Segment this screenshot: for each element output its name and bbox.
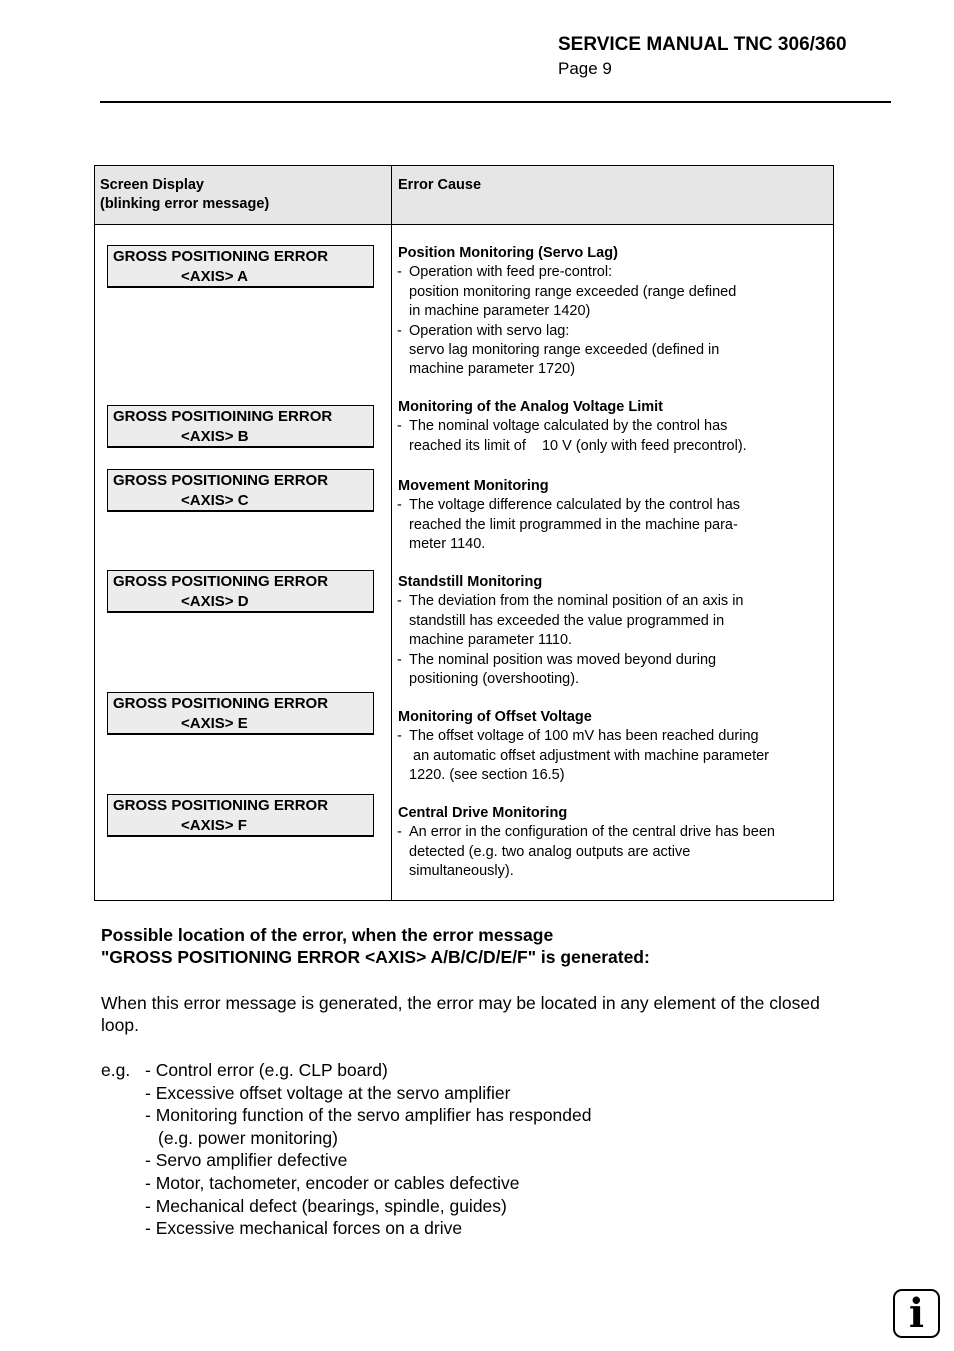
error-box-axis-d: GROSS POSITIONING ERROR <AXIS> D: [107, 570, 374, 613]
example-item: - Excessive offset voltage at the servo amplifier: [145, 1082, 511, 1103]
cause-line: detected (e.g. two analog outputs are active: [409, 843, 691, 860]
example-item: - Excessive mechanical forces on a drive: [145, 1218, 463, 1239]
cause-line: - Operation with feed pre-control:: [397, 264, 613, 281]
header-error-cause: Error Cause: [398, 177, 482, 193]
cause-line: simultaneously).: [409, 863, 514, 880]
cause-line: servo lag monitoring range exceeded (defined in: [409, 342, 720, 359]
column-divider: [391, 166, 392, 900]
cause-line: positioning (overshooting).: [409, 671, 580, 688]
example-item: - Monitoring function of the servo amplifier has responded: [145, 1105, 592, 1126]
cause-line: - The nominal voltage calculated by the control has: [397, 418, 728, 435]
cause-line: reached its limit of 10 V (only with feed precontrol).: [409, 437, 747, 454]
page-number: Page 9: [558, 59, 612, 78]
cause-movement-monitoring: Movement Monitoring - The voltage difference calculated by the control has reached the limit programmed in the machine para- meter 1140.: [398, 477, 828, 555]
info-icon: i: [893, 1289, 940, 1338]
cause-analog-voltage-limit: Monitoring of the Analog Voltage Limit - The nominal voltage calculated by the control has reached its limit of 10 V (only with feed precontrol).: [398, 398, 828, 456]
cause-line: - The voltage difference calculated by the control has: [397, 497, 741, 514]
section-paragraph: When this error message is generated, the error may be located in any element of the closed loop.: [101, 993, 820, 1035]
cause-line: - An error in the configuration of the central drive has been: [397, 824, 775, 841]
cause-line: - Operation with servo lag:: [397, 322, 570, 339]
cause-offset-voltage: Monitoring of Offset Voltage - The offset voltage of 100 mV has been reached during an automatic offset adjustment with machine parameter 1220. (see section 16.5): [398, 708, 828, 786]
cause-line: - The offset voltage of 100 mV has been reached during: [397, 728, 759, 745]
error-box-axis-a: GROSS POSITIONING ERROR <AXIS> A: [107, 245, 374, 288]
cause-central-drive: Central Drive Monitoring - An error in the configuration of the central drive has been detected (e.g. two analog outputs are active simultaneously).: [398, 804, 828, 882]
cause-standstill-monitoring: Standstill Monitoring - The deviation from the nominal position of an axis in standstill has exceeded the value programmed in machine parameter 1110. - The nominal position was moved beyond during positioning (overshooting).: [398, 573, 828, 689]
example-items: [145, 1059, 592, 1240]
cause-line: - The deviation from the nominal position of an axis in: [397, 593, 744, 610]
error-table: [94, 165, 834, 901]
header-rule: [100, 101, 891, 103]
cause-line: machine parameter 1720): [409, 361, 576, 378]
cause-line: standstill has exceeded the value programmed in: [409, 612, 725, 629]
example-item: - Motor, tachometer, encoder or cables defective: [145, 1172, 520, 1193]
example-label: e.g.: [101, 1060, 131, 1080]
section-heading: Possible location of the error, when the error message "GROSS POSITIONING ERROR <AXIS> A/B/C/D/E/F" is generated:: [101, 925, 650, 967]
header-screen-display: Screen Display (blinking error message): [100, 177, 270, 212]
example-item: - Servo amplifier defective: [145, 1150, 348, 1171]
example-item: (e.g. power monitoring): [158, 1127, 338, 1148]
error-box-axis-c: GROSS POSITIONING ERROR <AXIS> C: [107, 469, 374, 512]
cause-line: in machine parameter 1420): [409, 303, 591, 320]
error-box-axis-f: GROSS POSITIONING ERROR <AXIS> F: [107, 794, 374, 837]
cause-line: - The nominal position was moved beyond during: [397, 651, 717, 668]
manual-title: SERVICE MANUAL TNC 306/360: [558, 34, 847, 55]
cause-line: 1220. (see section 16.5): [409, 767, 565, 784]
cause-line: meter 1140.: [409, 536, 486, 553]
cause-line: machine parameter 1110.: [409, 632, 573, 649]
error-box-axis-e: GROSS POSITIONING ERROR <AXIS> E: [107, 692, 374, 735]
example-item: - Control error (e.g. CLP board): [145, 1060, 388, 1080]
error-box-axis-b: GROSS POSITIOINING ERROR <AXIS> B: [107, 405, 374, 448]
cause-line: an automatic offset adjustment with machine parameter: [409, 747, 770, 764]
cause-line: position monitoring range exceeded (range defined: [409, 283, 737, 300]
cause-line: reached the limit programmed in the machine para-: [409, 516, 738, 533]
cause-position-monitoring: Position Monitoring (Servo Lag) - Operation with feed pre-control: position monitoring range exceeded (range defined in machine parameter 1420) - Operation with servo lag: servo lag monitoring range exceeded (defined in machine parameter 1720): [398, 244, 828, 380]
example-item: - Mechanical defect (bearings, spindle, guides): [145, 1195, 507, 1216]
